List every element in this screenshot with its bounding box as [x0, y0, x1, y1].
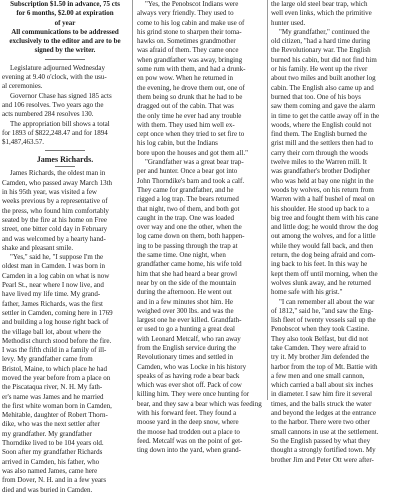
- paragraph: "Yes," said he, "I suppose I'm the oldest man in Camden. I was born in Camden in a log cabin on what is now Pearl St., near where I now live, and have lived my life time. My grand- father, James Richards, was the first settler in Camden, coming here in 1769 and building a log house right back of the village ball lot, about where the Methodist church stood before the fire. I was the fifth child in a family of ill- levy. My grandfather came from Bristol, Maine, to which place he had moved the year before from a place on the Piscataqua river, N. H. My fath- er's name was James and he married the first white woman born in Camden, Mehitable, daughter of Robert Thorn- dike, who was the next settler after my grandfather. My grandfather Thorndike lived to be 104 years old. Soon after my grandfather Richards arrived in Camden, his father, who was also named James, came here from Dover, N. H. and in a few years died and was buried in Camden.: [2, 253, 113, 494]
- paragraph: Governor Chase has signed 185 acts and 106 resolves. Two years ago the acts numbered 284 resolves 130.: [2, 91, 112, 119]
- column-rule: [132, 0, 133, 400]
- paragraph: James Richards, the oldest man in Camden, who passed away March 13th in his 95th year, was visited a few weeks previous by a representative of the press, who found him comfortably seated by the fire at his home on Free street, one bitter cold day in February and was welcomed by a hearty hand- shake and pleasant smile.: [2, 169, 113, 252]
- heading-divider: [55, 166, 75, 167]
- section-divider: [45, 59, 85, 60]
- column-right: [271, 0, 398, 465]
- column-middle: [137, 0, 264, 456]
- subscription-notice: Subscription $1.50 in advance, 75 cts for 6 months, $2.00 at expiration of year All communications to be addressed exclusively to the editor and are to be signed by the writer.: [9, 0, 121, 55]
- paragraph: Legislature adjourned Wednesday evening at 9.40 o'clock, with the usu- al ceremonies.: [2, 63, 107, 91]
- paragraph: "My grandfather," continued the old citizen, "had a hard time during the Revolutionary war. The English burned his cabin, but did not find him or his family. He went up the river about two miles and built another log cabin. The English also came up and burned that too. One of his boys saw them coming and gave the alarm in time to get the cattle away off in the woods, where the English could not find them. The English burned the grist mill and the settlers then had to carry their corn through the woods twelve miles to the Warren mill. It was grandfather's brother Dodipher who was held at bay one night in the woods by wolves, on his return from Warren with a half bushel of meal on his shoulder. He stood up back to a big tree and fought them with his cane and little dog; he would throw the dog out among the wolves, and for a little while they would fall back, and then return, the dog being afraid and com- ing back to his feet. In this way he kept them off until morning, when the wolves slunk away, and he returned home safe with his grist.": [271, 27, 380, 297]
- paragraph: The appropriation bill shows a total for 1893 of $822,248.47 and for 1894 $1,487,463.57.: [2, 119, 110, 147]
- article-heading: James Richards.: [36, 155, 94, 165]
- column-left: [2, 0, 128, 495]
- paragraph: "I can remember all about the war of 1812," said he, "and saw the Eng- lish fleet of twenty vessels sail up the Penobscot when they took Castine. They also took Belfast, but did not take Camden. They were afraid to try it. My brother Jim defended the harbor from the top of Mt. Battie with a few men and one small cannon, which carried a ball about six inches in diameter. I saw him fire it several times, and the balls struck the water and beyond the ledges at the entrance to the harbor. There were two other small cannons in use at the settlement. So the English passed by what they thought a strongly fortified town. My brother Jim and Peter Ott were after-: [271, 297, 379, 464]
- paragraph: "Grandfather was a great bear trap- per and hunter. Once a bear got into John Thorndike's barn and took a calf. They came for grandfather, and he rigged a log trap. The bears returned that night, two of them, and both got caught in the trap. One was loaded over way and one the other, when the log came down on them, both happen- ing to be passing through the trap at the same time. One night, when grandfather came home, his wife told him that she had heard a bear growl near by on the side of the mountain during the afternoon. He went out and in a few minutes shot him. He weighed over 300 lbs. and was the largest one he ever killed. Grandfath- er used to go a hunting a great deal with Leonard Metcalf, who ran away from the English service during the Revolutionary times and settled in Camden, who was Locke in his history speaks of as having rode a bear back which was ever shot off. Pack of cow killing him. They were once hunting for bear, and they saw a bear which was feeding with his forward feet. They found a moose yard in the deep snow, where the moose had trodden out a place to feed. Metcalf was on the point of get- ting down into the yard, when grand-: [137, 158, 262, 455]
- paragraph: "Yes, the Penobscot Indians were always very friendly. They used to come to his log cabin and make use of his grind stone to sharpen their toma- hawks on. Sometimes grandmother was afraid of them. They came once when grandfather was away, bringing some rum with them, and had a drunk- en pow wow. When he returned in the evening, he drove them out, one of them being so drunk that he had to be dragged out of the cabin. That was the only time he ever had any trouble with them. They used him well ex- cept once when they tried to set fire to his log cabin, but the Indians bore upon the houses and got them all.": [137, 0, 248, 157]
- section-divider: [45, 150, 85, 151]
- paragraph: the large old steel bear trap, which well even links, which the primitive hunter used.: [271, 0, 372, 27]
- column-rule: [267, 0, 268, 400]
